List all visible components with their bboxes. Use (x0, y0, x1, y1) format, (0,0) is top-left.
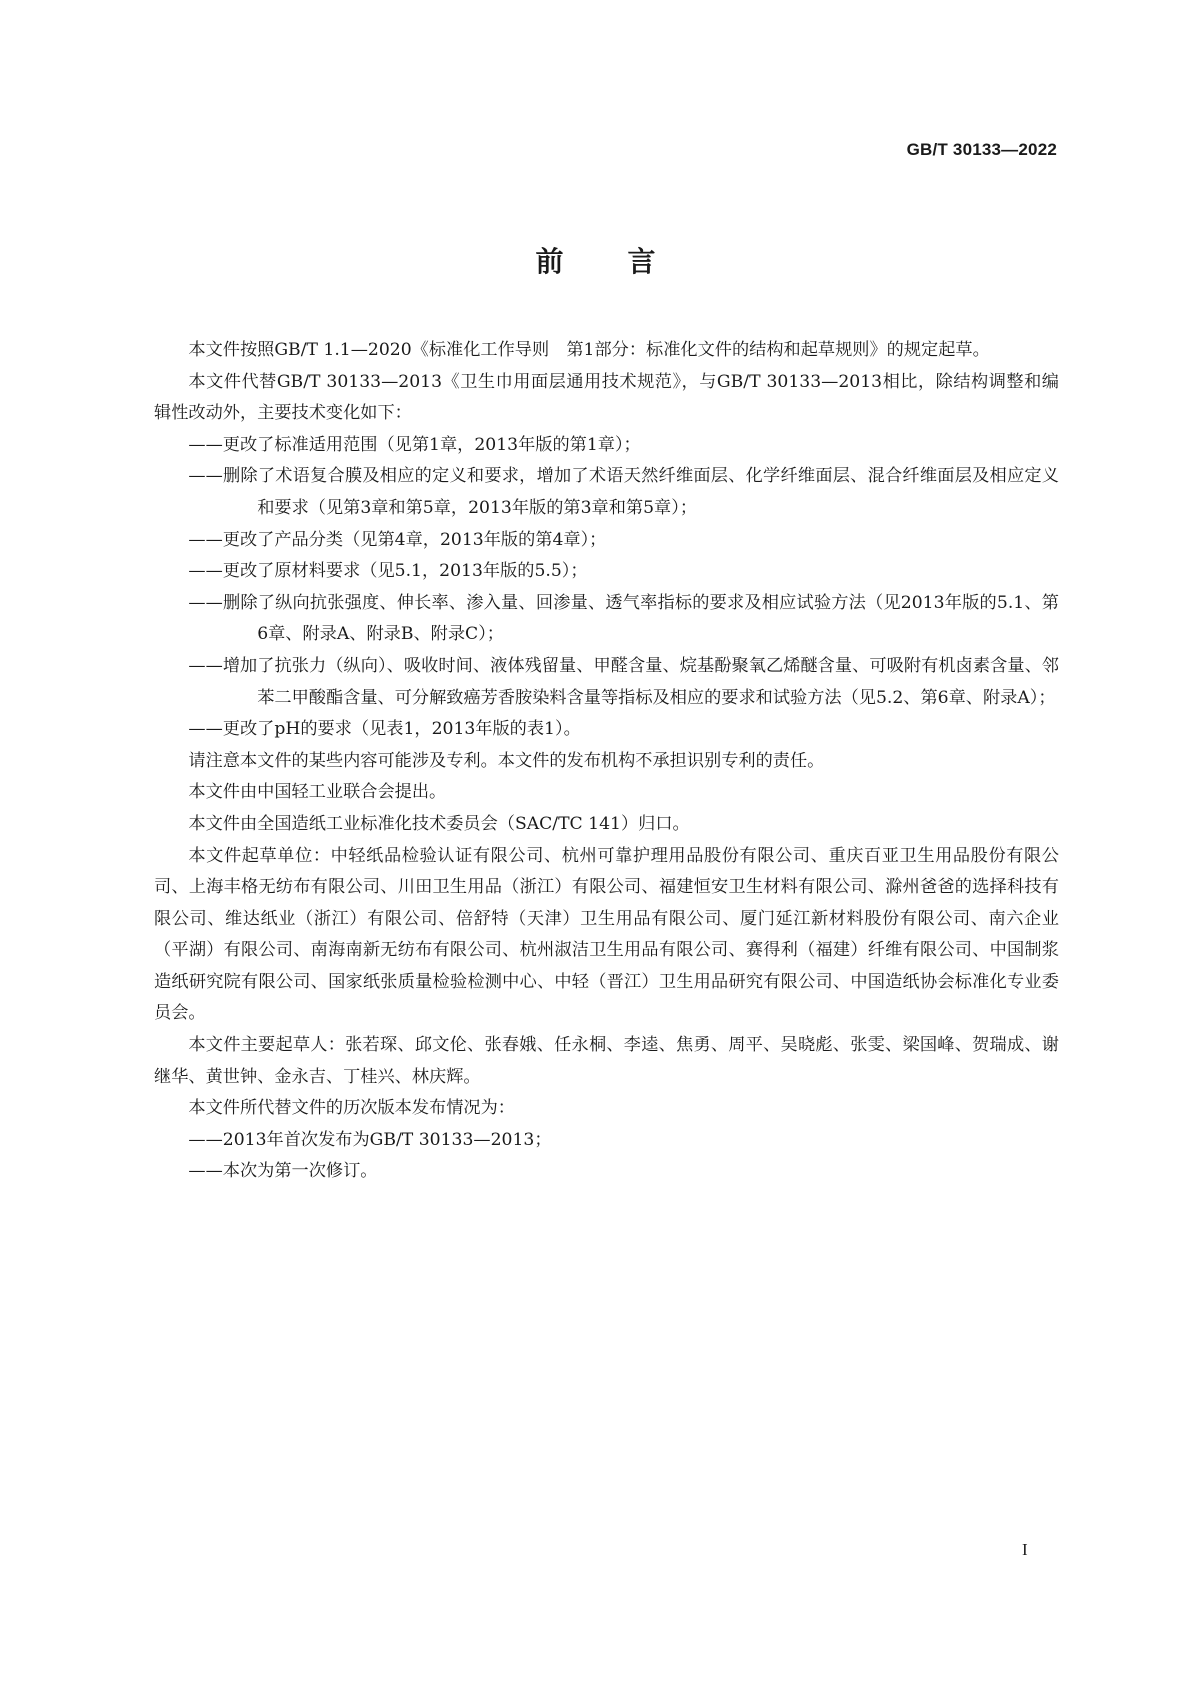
change-item: ——更改了原材料要求（见5.1，2013年版的5.5）； (188, 561, 588, 582)
change-item: ——更改了产品分类（见第4章，2013年版的第4章）； (188, 529, 607, 550)
paragraph-patent-notice: 请注意本文件的某些内容可能涉及专利。本文件的发布机构不承担识别专利的责任。 (188, 750, 825, 771)
paragraph-drafting-rules: 本文件按照GB/T 1.1—2020《标准化工作导则 第1部分：标准化文件的结构和起草规则》的规定起草。 (188, 340, 990, 360)
change-item: ——删除了术语复合膜及相应的定义和要求，增加了术语天然纤维面层、化学纤维面层、混合纤维面层及相应定义和要求（见第3章和第5章，2013年版的第3章和第5章）； (188, 466, 1059, 518)
history-item: ——2013年首次发布为GB/T 30133—2013； (188, 1129, 552, 1150)
change-item: ——更改了pH的要求（见表1，2013年版的表1）。 (188, 719, 581, 740)
paragraph-proposed-by: 本文件由中国轻工业联合会提出。 (188, 782, 447, 803)
paragraph-under-jurisdiction: 本文件由全国造纸工业标准化技术委员会（SAC/TC 141）归口。 (188, 813, 690, 834)
change-item: ——更改了标准适用范围（见第1章，2013年版的第1章）； (188, 434, 641, 455)
page-title: 前言 (535, 245, 720, 278)
paragraph-drafters: 本文件主要起草人：张若琛、邱文伦、张春娥、任永桐、李逵、焦勇、周平、吴晓彪、张雯、梁国峰、贺瑞成、谢继华、黄世钟、金永吉、丁桂兴、林庆辉。 (154, 1035, 1059, 1087)
history-item: ——本次为第一次修订。 (188, 1161, 378, 1182)
change-item: ——删除了纵向抗张强度、伸长率、渗入量、回渗量、透气率指标的要求及相应试验方法（见2013年版的5.1、第6章、附录A、附录B、附录C）； (188, 592, 1059, 645)
paragraph-history-intro: 本文件所代替文件的历次版本发布情况为： (188, 1098, 515, 1119)
foreword-body (154, 335, 1059, 1188)
change-item: ——增加了抗张力（纵向）、吸收时间、液体残留量、甲醛含量、烷基酚聚氧乙烯醚含量、可吸附有机卤素含量、邻苯二甲酸酯含量、可分解致癌芳香胺染料含量等指标及相应的要求和试验方法（见5.2、第6章、附录A）； (188, 655, 1059, 708)
paragraph-drafting-organizations: 本文件起草单位：中轻纸品检验认证有限公司、杭州可靠护理用品股份有限公司、重庆百亚卫生用品股份有限公司、上海丰格无纺布有限公司、川田卫生用品（浙江）有限公司、福建恒安卫生材料有限公司、滁州爸爸的选择科技有限公司、维达纸业（浙江）有限公司、倍舒特（天津）卫生用品有限公司、厦门延江新材料股份有限公司、南六企业（平湖）有限公司、南海南新无纺布有限公司、杭州淑洁卫生用品有限公司、赛得利（福建）纤维有限公司、中国制浆造纸研究院有限公司、国家纸张质量检验检测中心、中轻（晋江）卫生用品研究有限公司、中国造纸协会标准化专业委员会。 (154, 845, 1059, 1024)
page-number: I (1022, 1540, 1028, 1559)
paragraph-replaces: 本文件代替GB/T 30133—2013《卫生巾用面层通用技术规范》，与GB/T 30133—2013相比，除结构调整和编辑性改动外，主要技术变化如下： (154, 371, 1059, 424)
standard-number: GB/T 30133—2022 (906, 140, 1057, 159)
